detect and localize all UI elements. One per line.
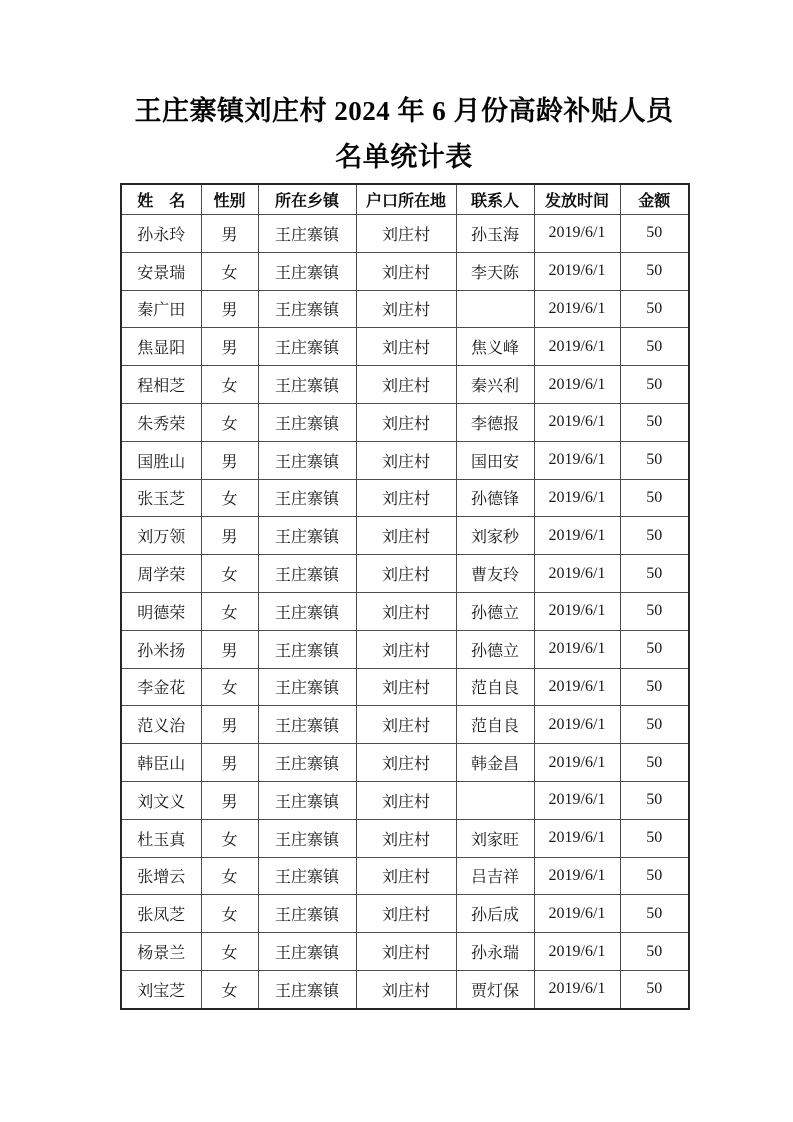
table-row [121, 744, 689, 782]
table-cell: 男 [201, 441, 258, 479]
table-cell: 王庄寨镇 [258, 555, 356, 593]
table-cell: 刘庄村 [356, 517, 456, 555]
table-cell: 范自良 [456, 706, 534, 744]
subsidy-table [120, 183, 690, 1010]
title-line-2: 名单统计表 [335, 142, 473, 172]
table-cell: 2019/6/1 [534, 744, 620, 782]
table-cell: 贾灯保 [456, 970, 534, 1008]
table-cell: 孙永玲 [121, 215, 201, 253]
column-header: 联系人 [456, 184, 534, 215]
table-cell: 2019/6/1 [534, 895, 620, 933]
table-row [121, 592, 689, 630]
table-cell: 2019/6/1 [534, 630, 620, 668]
table-cell: 刘家秒 [456, 517, 534, 555]
table-cell: 王庄寨镇 [258, 970, 356, 1008]
table-cell: 刘庄村 [356, 441, 456, 479]
table-cell: 刘庄村 [356, 290, 456, 328]
table-cell: 50 [620, 403, 689, 441]
table-cell: 刘庄村 [356, 933, 456, 971]
document-title [120, 88, 688, 180]
table-body [121, 215, 689, 1009]
table-cell: 男 [201, 744, 258, 782]
table-cell: 孙永瑞 [456, 933, 534, 971]
table-cell: 刘庄村 [356, 403, 456, 441]
table-cell: 刘庄村 [356, 895, 456, 933]
table-cell: 女 [201, 895, 258, 933]
table-cell: 孙后成 [456, 895, 534, 933]
table-cell: 50 [620, 933, 689, 971]
table-cell: 刘庄村 [356, 479, 456, 517]
table-cell: 杨景兰 [121, 933, 201, 971]
table-cell: 孙德立 [456, 592, 534, 630]
table-cell: 焦显阳 [121, 328, 201, 366]
table-cell: 王庄寨镇 [258, 592, 356, 630]
header-row [121, 184, 689, 215]
table-cell: 刘庄村 [356, 781, 456, 819]
table-cell: 王庄寨镇 [258, 328, 356, 366]
table-cell: 女 [201, 555, 258, 593]
column-header: 所在乡镇 [258, 184, 356, 215]
table-cell: 程相芝 [121, 366, 201, 404]
table-cell: 2019/6/1 [534, 366, 620, 404]
table-cell: 孙德锋 [456, 479, 534, 517]
table-cell: 2019/6/1 [534, 441, 620, 479]
table-cell: 2019/6/1 [534, 857, 620, 895]
table-row [121, 781, 689, 819]
table-cell: 2019/6/1 [534, 592, 620, 630]
column-header: 性别 [201, 184, 258, 215]
table-cell: 女 [201, 819, 258, 857]
table-cell: 刘庄村 [356, 252, 456, 290]
table-cell: 吕吉祥 [456, 857, 534, 895]
table-cell: 刘庄村 [356, 970, 456, 1008]
table-row [121, 970, 689, 1008]
column-header: 金额 [620, 184, 689, 215]
table-row [121, 857, 689, 895]
table-cell: 王庄寨镇 [258, 403, 356, 441]
table-cell: 王庄寨镇 [258, 895, 356, 933]
table-cell: 孙米扬 [121, 630, 201, 668]
table-cell: 明德荣 [121, 592, 201, 630]
table-cell: 焦义峰 [456, 328, 534, 366]
table-cell: 王庄寨镇 [258, 706, 356, 744]
table-cell: 2019/6/1 [534, 706, 620, 744]
table-row [121, 706, 689, 744]
table-row [121, 403, 689, 441]
table-cell: 2019/6/1 [534, 252, 620, 290]
table-cell: 2019/6/1 [534, 328, 620, 366]
table-cell: 刘庄村 [356, 630, 456, 668]
table-cell: 王庄寨镇 [258, 744, 356, 782]
table-cell: 王庄寨镇 [258, 857, 356, 895]
table-cell: 50 [620, 479, 689, 517]
table-cell: 王庄寨镇 [258, 215, 356, 253]
table-cell: 国胜山 [121, 441, 201, 479]
table-cell: 王庄寨镇 [258, 819, 356, 857]
table-row [121, 555, 689, 593]
table-cell: 刘庄村 [356, 366, 456, 404]
table-cell: 刘万领 [121, 517, 201, 555]
table-cell: 李德报 [456, 403, 534, 441]
table-row [121, 441, 689, 479]
table-cell: 女 [201, 479, 258, 517]
table-cell: 张增云 [121, 857, 201, 895]
table-cell: 孙玉海 [456, 215, 534, 253]
table-cell: 王庄寨镇 [258, 630, 356, 668]
table-cell: 刘庄村 [356, 328, 456, 366]
table-cell: 女 [201, 592, 258, 630]
table-cell: 刘宝芝 [121, 970, 201, 1008]
table-cell: 刘庄村 [356, 857, 456, 895]
table-cell: 范义治 [121, 706, 201, 744]
table-cell: 50 [620, 668, 689, 706]
table-head [121, 184, 689, 215]
table-cell: 刘庄村 [356, 668, 456, 706]
table-cell: 女 [201, 403, 258, 441]
table-cell: 王庄寨镇 [258, 517, 356, 555]
table-cell: 男 [201, 630, 258, 668]
table-cell: 刘文义 [121, 781, 201, 819]
table-cell: 2019/6/1 [534, 668, 620, 706]
table-cell: 王庄寨镇 [258, 252, 356, 290]
table-cell: 2019/6/1 [534, 781, 620, 819]
table-cell: 韩金昌 [456, 744, 534, 782]
title-line-1: 王庄寨镇刘庄村 2024 年 6 月份高龄补贴人员 [134, 96, 674, 126]
table-cell: 男 [201, 215, 258, 253]
table-cell: 王庄寨镇 [258, 290, 356, 328]
table-cell: 安景瑞 [121, 252, 201, 290]
table-cell: 张凤芝 [121, 895, 201, 933]
table-cell: 杜玉真 [121, 819, 201, 857]
table-cell: 2019/6/1 [534, 403, 620, 441]
table-cell: 50 [620, 857, 689, 895]
table-cell: 2019/6/1 [534, 215, 620, 253]
table-cell: 男 [201, 781, 258, 819]
table-cell: 曹友玲 [456, 555, 534, 593]
table-row [121, 366, 689, 404]
table-cell: 男 [201, 328, 258, 366]
table-cell: 50 [620, 970, 689, 1008]
table-cell: 刘庄村 [356, 819, 456, 857]
table-cell: 朱秀荣 [121, 403, 201, 441]
table-cell: 孙德立 [456, 630, 534, 668]
table-cell [456, 290, 534, 328]
table-cell: 2019/6/1 [534, 970, 620, 1008]
table-cell: 刘庄村 [356, 555, 456, 593]
table-cell: 王庄寨镇 [258, 366, 356, 404]
table-row [121, 668, 689, 706]
table-cell: 50 [620, 215, 689, 253]
table-cell: 50 [620, 819, 689, 857]
table-cell: 男 [201, 517, 258, 555]
table-cell: 刘家旺 [456, 819, 534, 857]
table-cell: 2019/6/1 [534, 479, 620, 517]
table-cell: 刘庄村 [356, 215, 456, 253]
table-cell: 50 [620, 630, 689, 668]
table-cell: 50 [620, 290, 689, 328]
table-cell: 秦兴利 [456, 366, 534, 404]
table-cell: 50 [620, 555, 689, 593]
table-cell: 50 [620, 895, 689, 933]
table-cell: 李天陈 [456, 252, 534, 290]
table-cell: 女 [201, 668, 258, 706]
table-cell: 刘庄村 [356, 592, 456, 630]
table-row [121, 819, 689, 857]
column-header: 发放时间 [534, 184, 620, 215]
table-cell: 女 [201, 970, 258, 1008]
table-cell: 王庄寨镇 [258, 441, 356, 479]
table-cell: 女 [201, 366, 258, 404]
table-cell: 女 [201, 933, 258, 971]
table-row [121, 933, 689, 971]
column-header: 姓 名 [121, 184, 201, 215]
table-cell: 秦广田 [121, 290, 201, 328]
table-cell: 2019/6/1 [534, 517, 620, 555]
table-row [121, 895, 689, 933]
table-cell: 韩臣山 [121, 744, 201, 782]
table-cell: 50 [620, 592, 689, 630]
table-cell: 李金花 [121, 668, 201, 706]
table-cell: 周学荣 [121, 555, 201, 593]
table-row [121, 252, 689, 290]
table-cell [456, 781, 534, 819]
table-cell: 王庄寨镇 [258, 781, 356, 819]
table-row [121, 479, 689, 517]
table-cell: 刘庄村 [356, 744, 456, 782]
table-cell: 刘庄村 [356, 706, 456, 744]
table-row [121, 290, 689, 328]
table-cell: 50 [620, 441, 689, 479]
table-cell: 王庄寨镇 [258, 668, 356, 706]
table-cell: 50 [620, 252, 689, 290]
table-row [121, 328, 689, 366]
table-row [121, 630, 689, 668]
table-cell: 50 [620, 706, 689, 744]
table-cell: 男 [201, 706, 258, 744]
table-cell: 2019/6/1 [534, 933, 620, 971]
table-cell: 50 [620, 328, 689, 366]
table-cell: 王庄寨镇 [258, 933, 356, 971]
table-cell: 2019/6/1 [534, 290, 620, 328]
column-header: 户口所在地 [356, 184, 456, 215]
table-cell: 张玉芝 [121, 479, 201, 517]
table-cell: 2019/6/1 [534, 819, 620, 857]
table-row [121, 517, 689, 555]
table-cell: 王庄寨镇 [258, 479, 356, 517]
table-cell: 50 [620, 517, 689, 555]
table-row [121, 215, 689, 253]
table-cell: 女 [201, 857, 258, 895]
table-cell: 50 [620, 781, 689, 819]
table-cell: 男 [201, 290, 258, 328]
table-cell: 50 [620, 744, 689, 782]
table-cell: 2019/6/1 [534, 555, 620, 593]
table-cell: 国田安 [456, 441, 534, 479]
table-cell: 50 [620, 366, 689, 404]
table-cell: 范自良 [456, 668, 534, 706]
table-cell: 女 [201, 252, 258, 290]
